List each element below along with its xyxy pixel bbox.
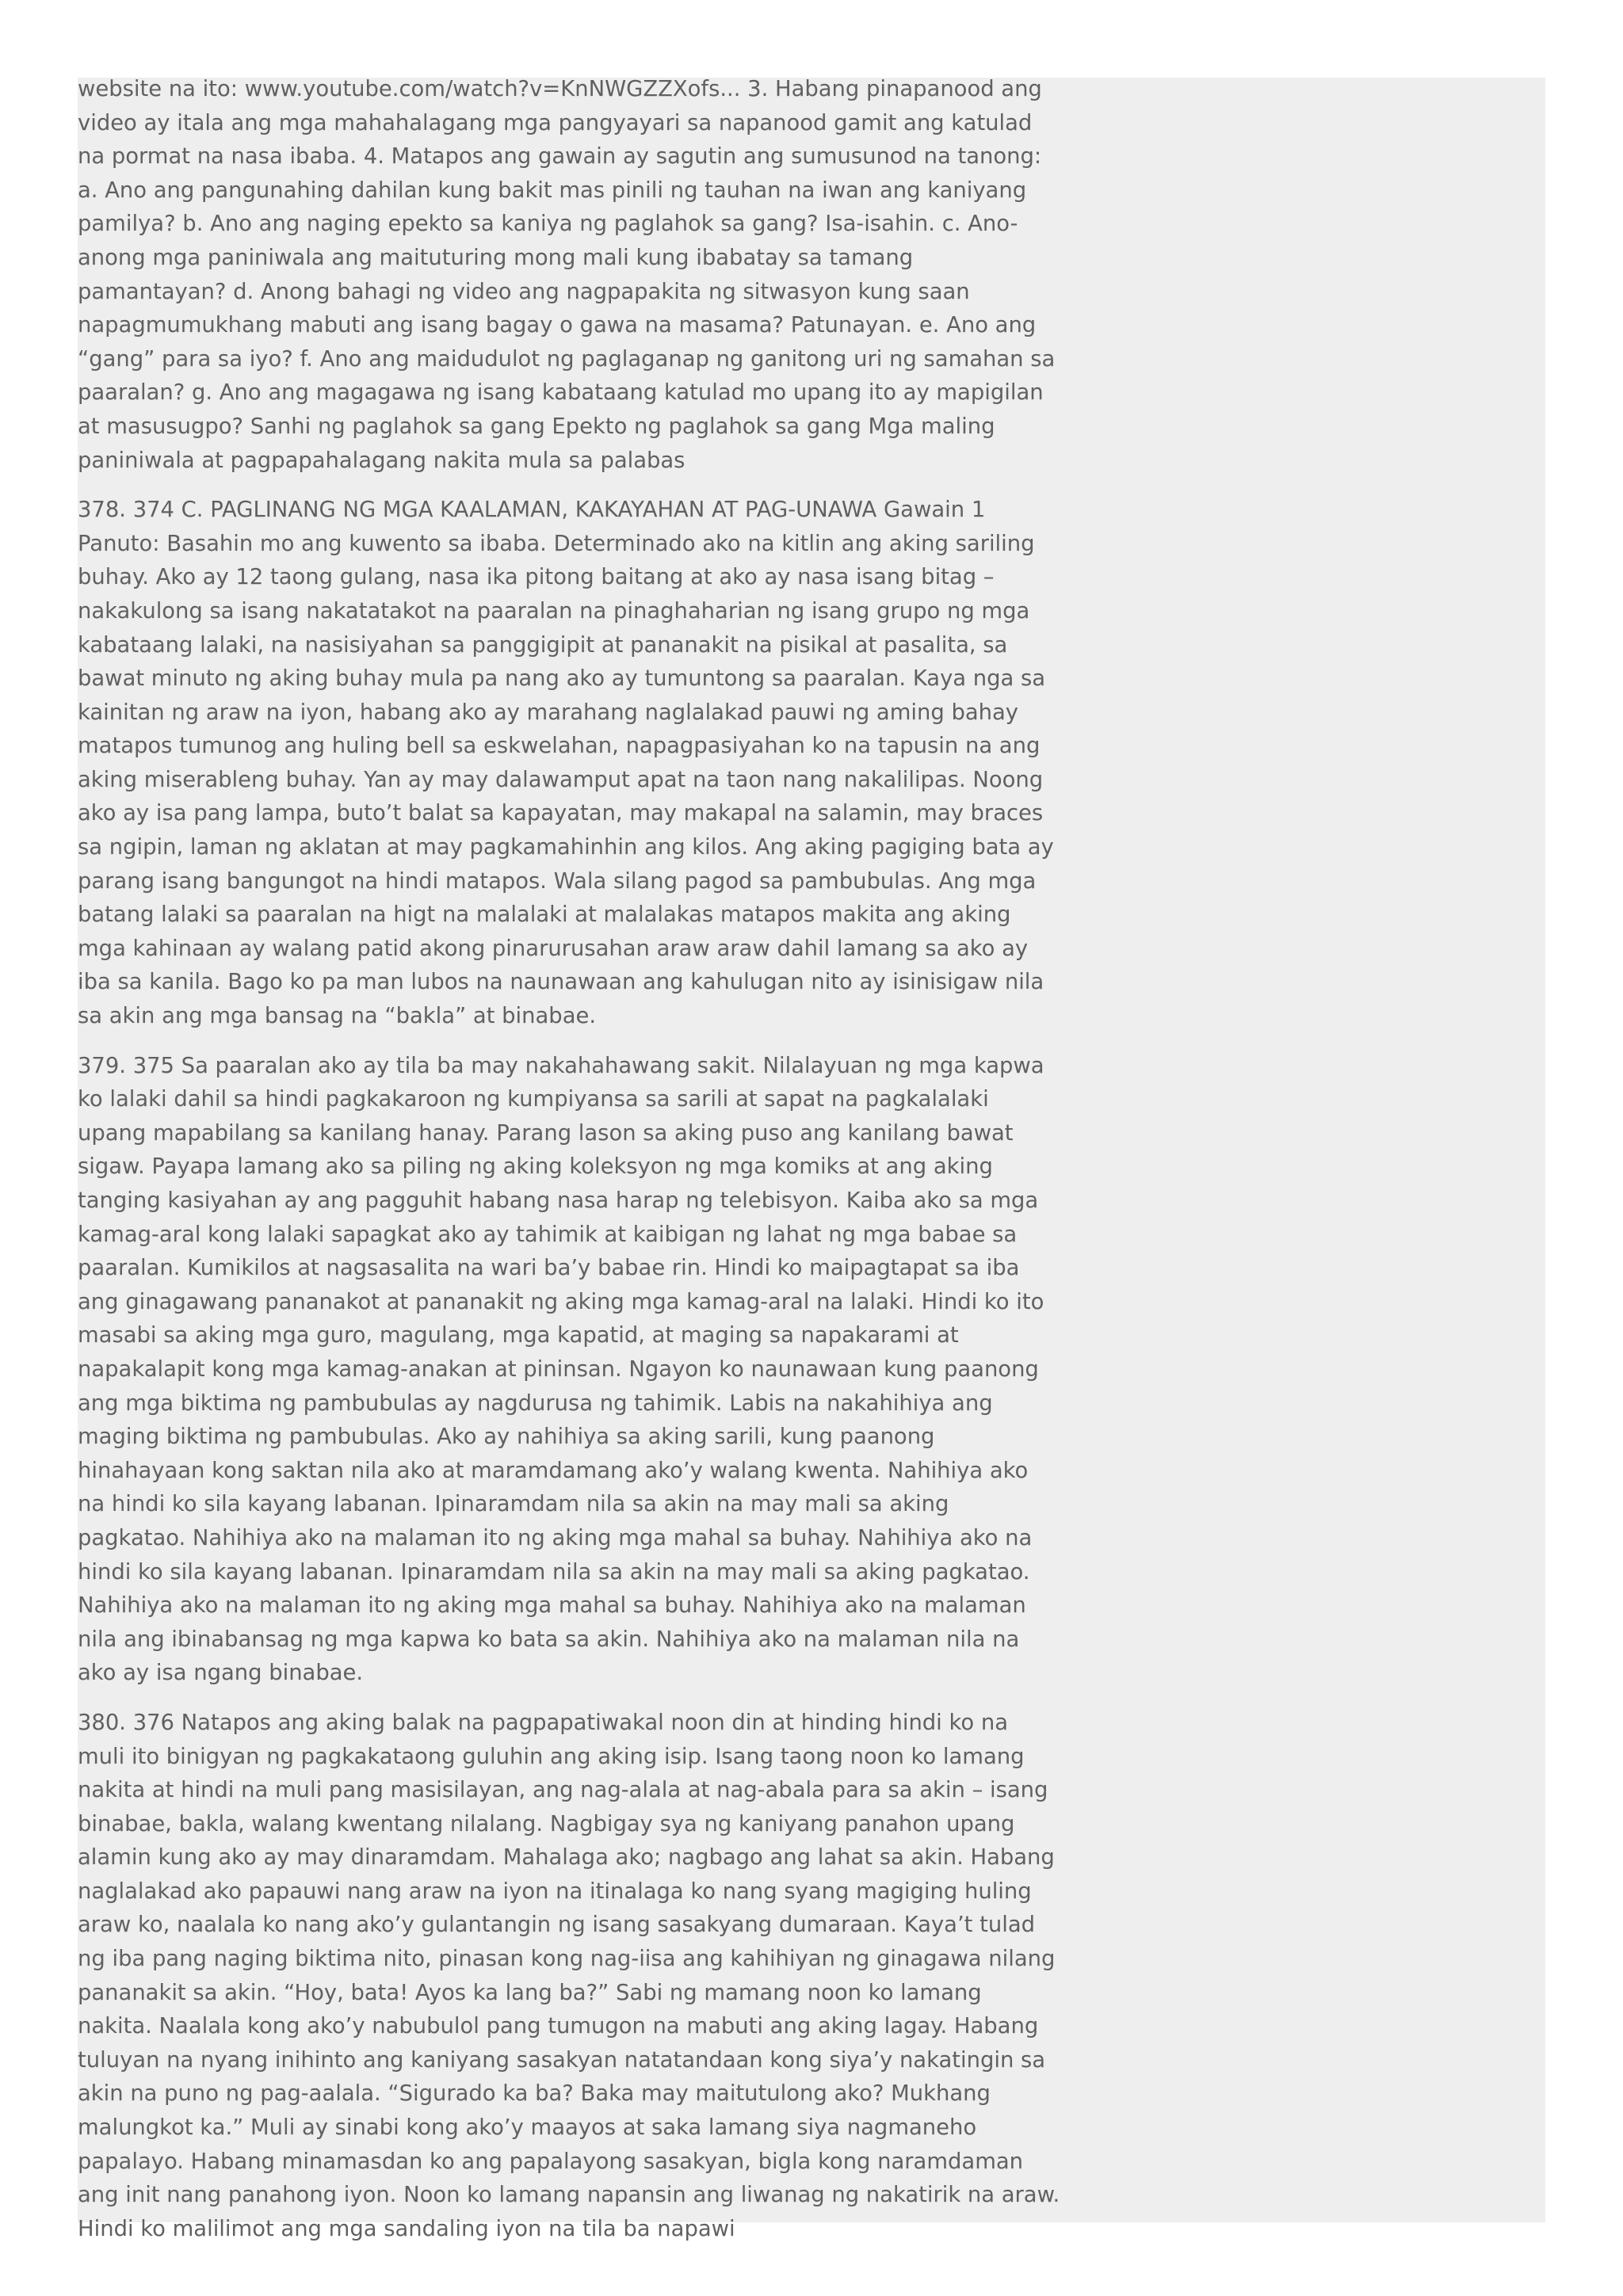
paragraph-380: 380. 376 Natapos ang aking balak na pagpapatiwakal noon din at hinding hindi ko na muli ito binigyan ng pagkakataong guluhin ang aking isip. Isang taong noon ko lamang nakita at hindi na muli pang masisilayan, ang nag-alala at nag-abala para sa akin – isang binabae, bakla, walang kwentang nilalang. Nagbigay sya ng kaniyang panahon upang alamin kung ako ay may dinaramdam. Mahalaga ako; nagbago ang lahat sa akin. Habang naglalakad ako papauwi nang araw na iyon na itinalaga ko nang syang magiging huling araw ko, naalala ko nang ako’y gulantangin ng isang sasakyang dumaraan. Kaya’t tulad ng iba pang naging biktima nito, pinasan kong nag-iisa ang kahihiyan ng ginagawa nilang pananakit sa akin. “Hoy, bata! Ayos ka lang ba?” Sabi ng mamang noon ko lamang nakita. Naalala kong ako’y nabubulol pang tumugon na mabuti ang aking lagay. Habang tuluyan na nyang inihinto ang kaniyang sasakyan natatandaan kong siya’y nakatingin sa akin na puno ng pag-aalala. “Sigurado ka ba? Baka may maitutulong ako? Mukhang malungkot ka.” Muli ay sinabi kong ako’y maayos at saka lamang siya nagmaneho papalayo. Habang minamasdan ko ang papalayong sasakyan, bigla kong naramdaman ang init nang panahong iyon. Noon ko lamang napansin ang liwanag ng nakatirik na araw. Hindi ko malilimot ang mga sandaling iyon na tila ba napawi: [78, 1710, 1060, 2241]
paragraph-379: 379. 375 Sa paaralan ako ay tila ba may nakahahawang sakit. Nilalayuan ng mga kapwa ko lalaki dahil sa hindi pagkakaroon ng kumpiyansa sa sarili at sapat na pagkalalaki upang mapabilang sa kanilang hanay. Parang lason sa aking puso ang kanilang bawat sigaw. Payapa lamang ako sa piling ng aking koleksyon ng mga komiks at ang aking tanging kasiyahan ay ang pagguhit habang nasa harap ng telebisyon. Kaiba ako sa mga kamag-aral kong lalaki sapagkat ako ay tahimik at kaibigan ng lahat ng mga babae sa paaralan. Kumikilos at nagsasalita na wari ba’y babae rin. Hindi ko maipagtapat sa iba ang ginagawang pananakot at pananakit ng aking mga kamag-aral na lalaki. Hindi ko ito masabi sa aking mga guro, magulang, mga kapatid, at maging sa napakarami at napakalapit kong mga kamag-anakan at pininsan. Ngayon ko naunawaan kung paanong ang mga biktima ng pambubulas ay nagdurusa ng tahimik. Labis na nakahihiya ang maging biktima ng pambubulas. Ako ay nahihiya sa aking sarili, kung paanong hinahayaan kong saktan nila ako at maramdamang ako’y walang kwenta. Nahihiya ako na hindi ko sila kayang labanan. Ipinaramdam nila sa akin na may mali sa aking pagkatao. Nahihiya ako na malaman ito ng aking mga mahal sa buhay. Nahihiya ako na hindi ko sila kayang labanan. Ipinaramdam nila sa akin na may mali sa aking pagkatao. Nahihiya ako na malaman ito ng aking mga mahal sa buhay. Nahihiya ako na malaman nila ang ibinabansag ng mga kapwa ko bata sa akin. Nahihiya ako na malaman nila na ako ay isa ngang binabae.: [78, 1053, 1044, 1686]
paragraph-378: 378. 374 C. PAGLINANG NG MGA KAALAMAN, KAKAYAHAN AT PAG-UNAWA Gawain 1 Panuto: Basahin mo ang kuwento sa ibaba. Determinado ako na kitlin ang aking sariling buhay. Ako ay 12 taong gulang, nasa ika pitong baitang at ako ay nasa isang bitag – nakakulong sa isang nakatatakot na paaralan na pinaghaharian ng isang grupo ng mga kabataang lalaki, na nasisiyahan sa panggigipit at pananakit na pisikal at pasalita, sa bawat minuto ng aking buhay mula pa nang ako ay tumuntong sa paaralan. Kaya nga sa kainitan ng araw na iyon, habang ako ay marahang naglalakad pauwi ng aming bahay matapos tumunog ang huling bell sa eskwelahan, napagpasiyahan ko na tapusin na ang aking miserableng buhay. Yan ay may dalawamput apat na taon nang nakalilipas. Noong ako ay isa pang lampa, buto’t balat sa kapayatan, may makapal na salamin, may braces sa ngipin, laman ng aklatan at may pagkamahinhin ang kilos. Ang aking pagiging bata ay parang isang bangungot na hindi matapos. Wala silang pagod sa pambubulas. Ang mga batang lalaki sa paaralan na higt na malalaki at malalakas matapos makita ang aking mga kahinaan ay walang patid akong pinarurusahan araw araw dahil lamang sa ako ay iba sa kanila. Bago ko pa man lubos na naunawaan ang kahulugan nito ay isinisigaw nila sa akin ang mga bansag na “bakla” at binabae.: [78, 498, 1054, 1029]
paragraph-activity-instructions: website na ito: www.youtube.com/watch?v=KnNWGZZXofs... 3. Habang pinapanood ang video ay itala ang mga mahahalagang mga pangyayari sa napanood gamit ang katulad na pormat na nasa ibaba. 4. Matapos ang gawain ay sagutin ang sumusunod na tanong: a. Ano ang pangunahing dahilan kung bakit mas pinili ng tauhan na iwan ang kaniyang pamilya? b. Ano ang naging epekto sa kaniya ng paglahok sa gang? Isa-isahin. c. Ano-anong mga paniniwala ang maituturing mong mali kung ibabatay sa tamang pamantayan? d. Anong bahagi ng video ang nagpapakita ng sitwasyon kung saan napagmumukhang mabuti ang isang bagay o gawa na masama? Patunayan. e. Ano ang “gang” para sa iyo? f. Ano ang maidudulot ng paglaganap ng ganitong uri ng samahan sa paaralan? g. Ano ang magagawa ng isang kabataang katulad mo upang ito ay mapigilan at masusugpo? Sanhi ng paglahok sa gang Epekto ng paglahok sa gang Mga maling paniniwala at pagpapahalagang nakita mula sa palabas: [78, 77, 1056, 473]
document-body: [78, 73, 1060, 2262]
